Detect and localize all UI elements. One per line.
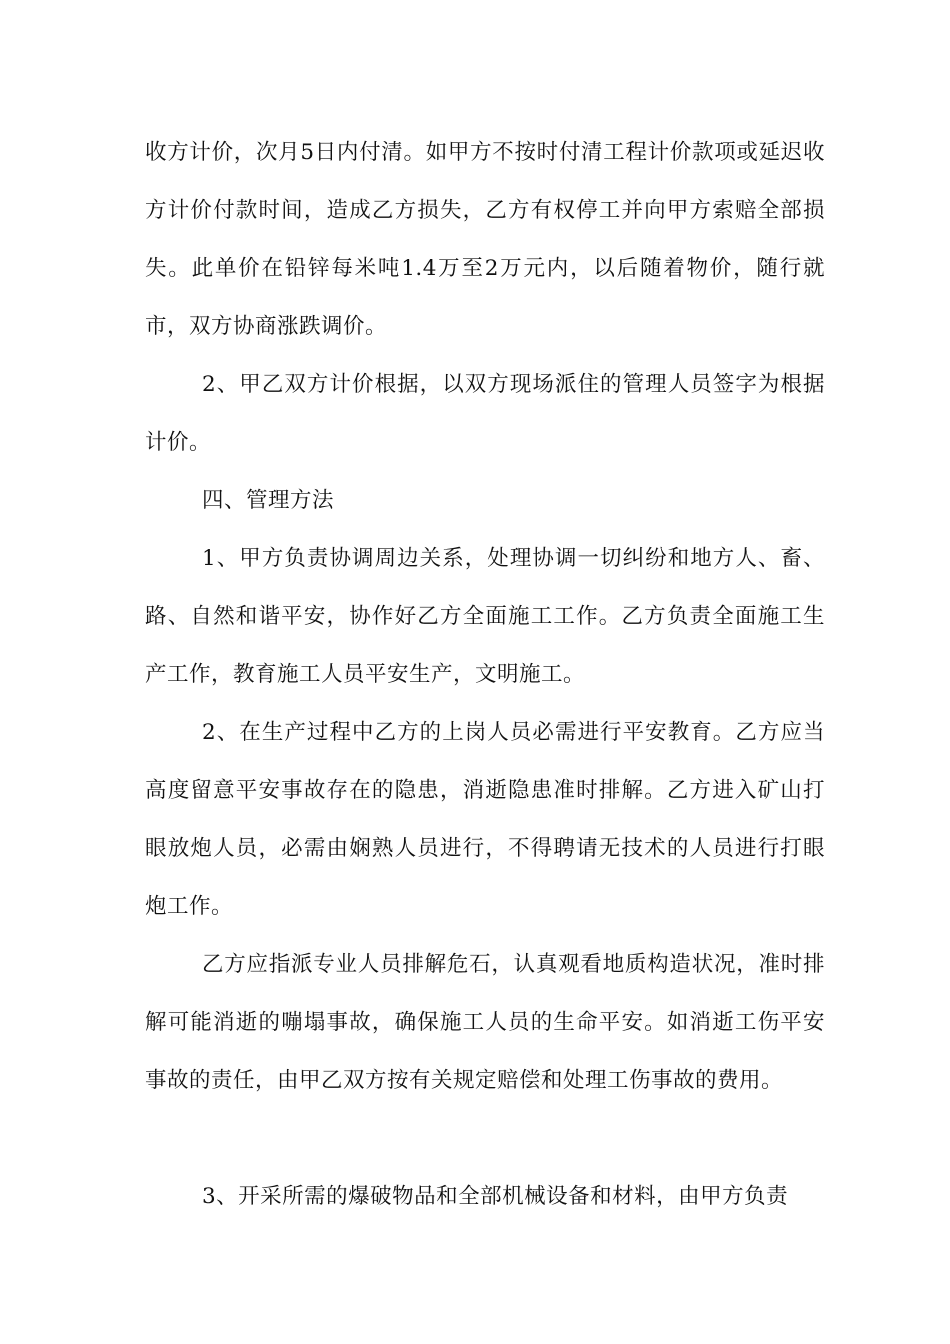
paragraph-pricing-basis: 2、甲乙双方计价根据，以双方现场派住的管理人员签字为根据计价。 xyxy=(145,372,825,455)
section-heading-management: 四、管理方法 xyxy=(202,488,335,513)
paragraph-party-a-duties: 1、甲方负责协调周边关系，处理协调一切纠纷和地方人、畜、路、自然和谐平安，协作好乙方全面施工工作。乙方负责全面施工生产工作，教育施工人员平安生产，文明施工。 xyxy=(145,546,825,687)
paragraph-hazard-removal: 乙方应指派专业人员排解危石，认真观看地质构造状况，准时排解可能消逝的嘣塌事故，确保施工人员的生命平安。如消逝工伤平安事故的责任，由甲乙双方按有关规定赔偿和处理工伤事故的费用。 xyxy=(145,952,825,1093)
paragraph-safety-training: 2、在生产过程中乙方的上岗人员必需进行平安教育。乙方应当高度留意平安事故存在的隐患，消逝隐患准时排解。乙方进入矿山打眼放炮人员，必需由娴熟人员进行，不得聘请无技术的人员进行打眼炮工作。 xyxy=(145,720,825,919)
paragraph-payment-terms: 收方计价，次月5日内付清。如甲方不按时付清工程计价款项或延迟收方计价付款时间，造成乙方损失，乙方有权停工并向甲方索赔全部损失。此单价在铅锌每米吨1.4万至2万元内，以后随着物价，随行就市，双方协商涨跌调价。 xyxy=(145,140,825,339)
paragraph-blasting-materials: 3、开采所需的爆破物品和全部机械设备和材料，由甲方负责 xyxy=(202,1184,789,1209)
